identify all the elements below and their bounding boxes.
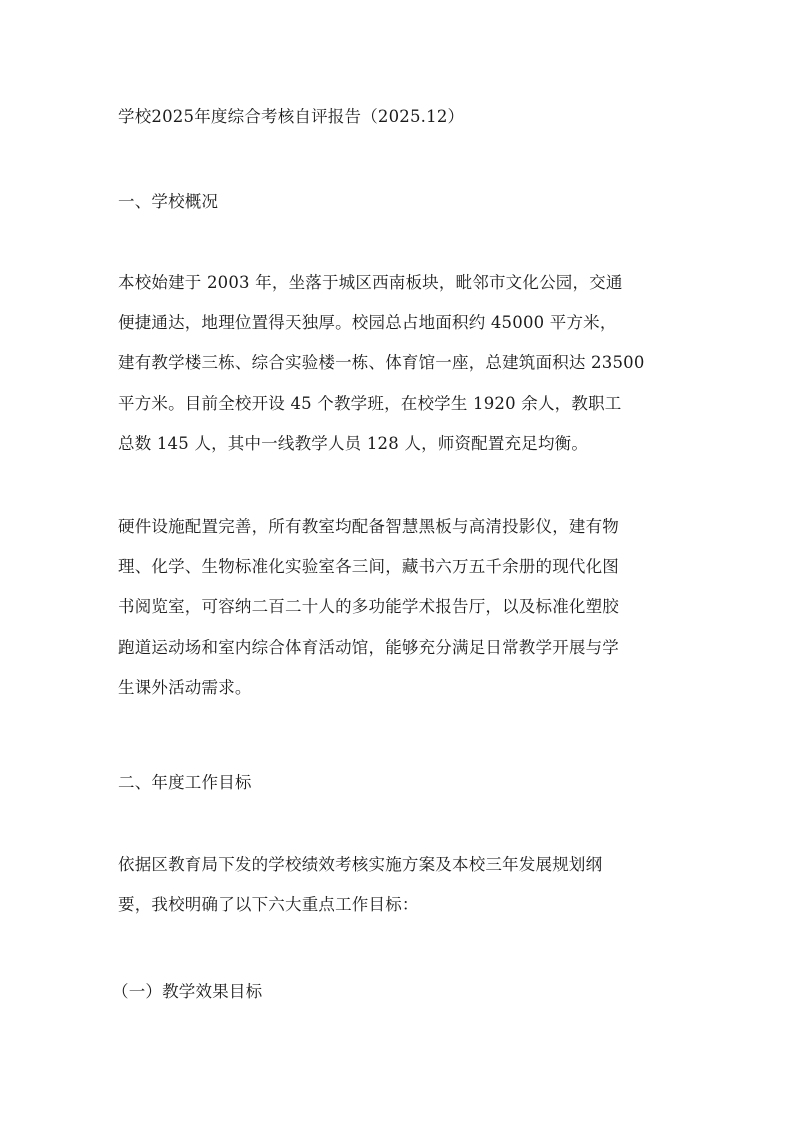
paragraph-line: 生课外活动需求。 [118, 677, 252, 697]
paragraph-line: 硬件设施配置完善，所有教室均配备智慧黑板与高清投影仪，建有物 [118, 517, 619, 536]
paragraph-line: 理、化学、生物标准化实验室各三间，藏书六万五千余册的现代化图 [118, 557, 619, 577]
paragraph-annual-goals-intro [118, 845, 702, 925]
paragraph-line: 跑道运动场和室内综合体育活动馆，能够充分满足日常教学开展与学 [118, 637, 619, 657]
paragraph-line: 总数 145 人，其中一线教学人员 128 人，师资配置充足均衡。 [118, 433, 589, 453]
paragraph-line: 便捷通达，地理位置得天独厚。校园总占地面积约 45000 平方米， [118, 313, 617, 333]
section-heading-school-overview: 一、学校概况 [118, 192, 219, 211]
paragraph-facilities [118, 507, 702, 708]
section-heading-annual-goals: 二、年度工作目标 [118, 773, 252, 792]
paragraph-line: 建有教学楼三栋、综合实验楼一栋、体育馆一座，总建筑面积达 23500 [118, 353, 645, 373]
paragraph-line: 本校始建于 2003 年，坐落于城区西南板块，毗邻市文化公园，交通 [118, 273, 623, 292]
paragraph-school-overview [118, 263, 702, 464]
paragraph-line: 书阅览室，可容纳二百二十人的多功能学术报告厅，以及标准化塑胶 [118, 597, 619, 617]
paragraph-line: 要，我校明确了以下六大重点工作目标： [118, 895, 419, 915]
document-title: 学校2025年度综合考核自评报告（2025.12） [118, 107, 465, 126]
paragraph-line: 平方米。目前全校开设 45 个教学班，在校学生 1920 余人，教职工 [118, 393, 622, 413]
paragraph-line: 依据区教育局下发的学校绩效考核实施方案及本校三年发展规划纲 [118, 855, 603, 874]
subheading-teaching-effect-goals: （一）教学效果目标 [112, 982, 263, 1001]
